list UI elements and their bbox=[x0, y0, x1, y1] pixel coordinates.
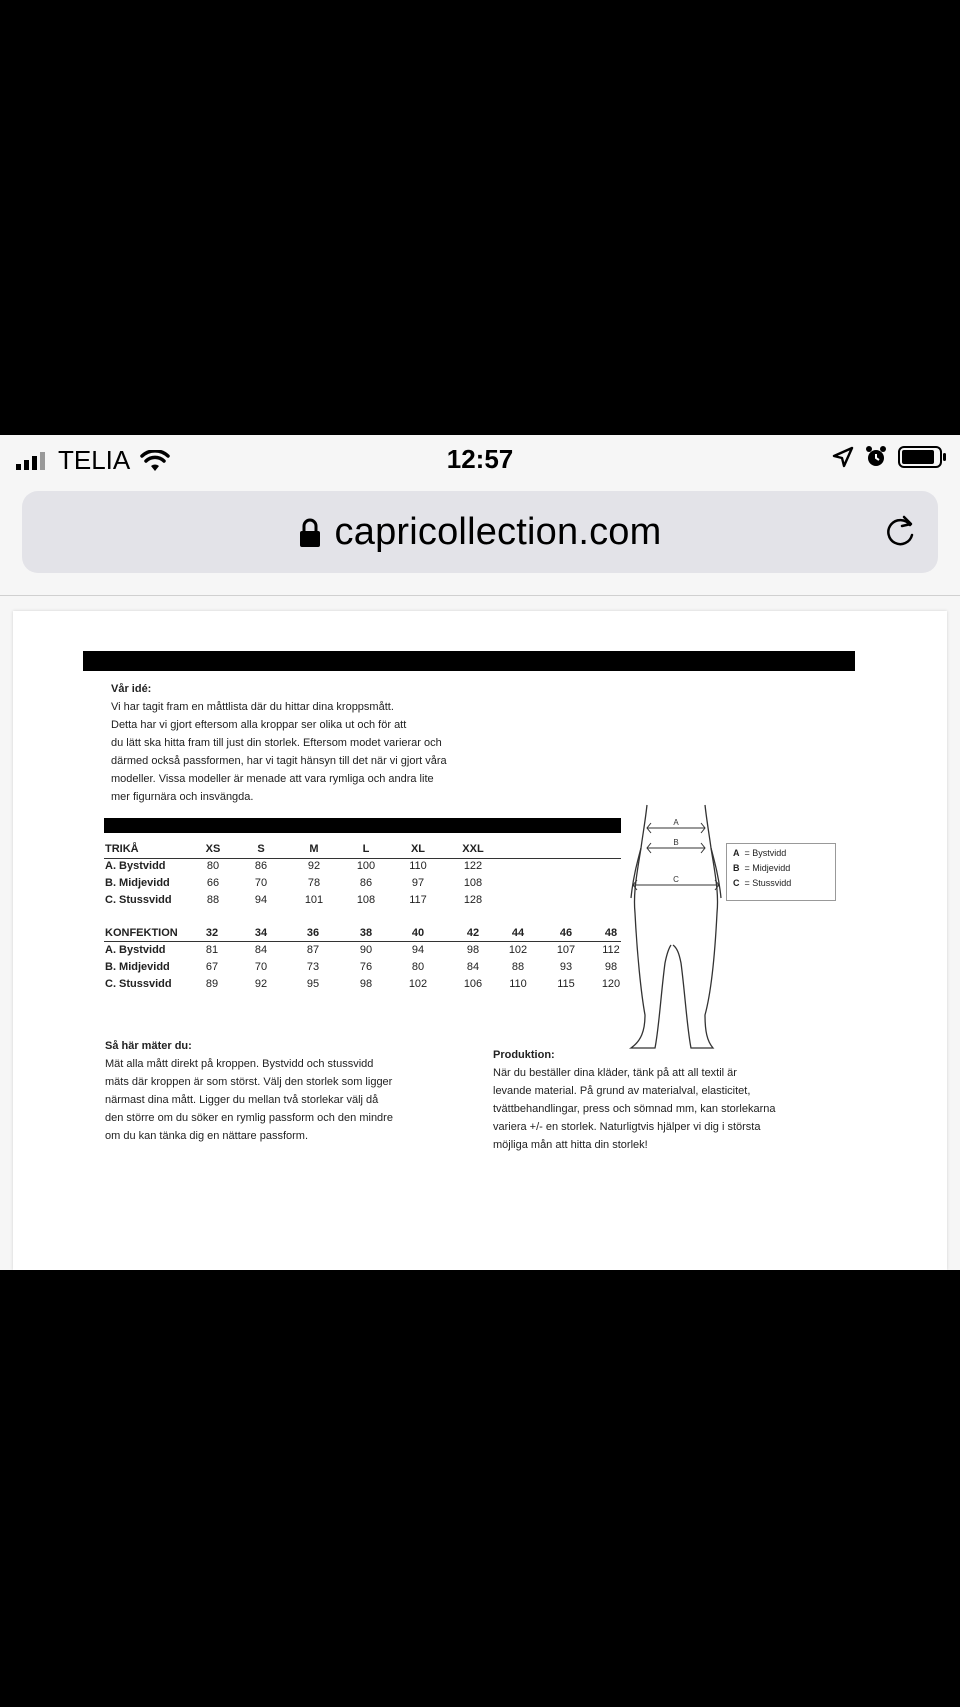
konfektion-cell: 73 bbox=[306, 961, 320, 973]
konfektion-cell: 107 bbox=[556, 944, 576, 956]
konfektion-cell: 110 bbox=[509, 978, 527, 990]
carrier-name: TELIA bbox=[58, 445, 131, 475]
trika-header-cell: TRIKÅ bbox=[105, 843, 139, 855]
trika-cell: 92 bbox=[307, 860, 321, 872]
konfektion-cell: C. Stussvidd bbox=[105, 978, 172, 990]
konfektion-header-cell: 44 bbox=[511, 927, 525, 939]
konfektion-cell: 80 bbox=[411, 961, 425, 973]
measurement-legend bbox=[726, 843, 836, 901]
trika-cell: 117 bbox=[409, 894, 427, 906]
intro-line: Vi har tagit fram en måttlista där du hittar dina kroppsmått. bbox=[111, 701, 394, 713]
trika-cell: 88 bbox=[206, 894, 220, 906]
toolbar-divider bbox=[0, 595, 960, 596]
figure-label-b: B bbox=[673, 838, 679, 847]
legend-item-c: C = Stussvidd bbox=[733, 878, 792, 888]
konfektion-cell: 98 bbox=[604, 961, 618, 973]
trika-header-cell: XXL bbox=[462, 843, 484, 855]
measure-line: Mät alla mått direkt på kroppen. Bystvidd och stussvidd bbox=[105, 1058, 374, 1070]
konfektion-header-cell: 36 bbox=[306, 927, 320, 939]
trika-cell: B. Midjevidd bbox=[105, 877, 170, 889]
trika-header-cell: XS bbox=[205, 843, 221, 855]
figure-label-c: C bbox=[673, 875, 679, 884]
konfektion-cell: 92 bbox=[254, 978, 268, 990]
production-title: Produktion: bbox=[493, 1049, 555, 1061]
intro-line: därmed också passformen, har vi tagit hänsyn till det när vi gjort våra bbox=[111, 755, 447, 767]
trika-cell: 110 bbox=[409, 860, 427, 872]
konfektion-header-cell: 40 bbox=[411, 927, 425, 939]
konfektion-cell: 81 bbox=[205, 944, 219, 956]
url-text[interactable]: capricollection.com bbox=[334, 511, 662, 553]
konfektion-cell: 89 bbox=[205, 978, 219, 990]
production-line: möjliga mån att hitta din storlek! bbox=[493, 1139, 648, 1151]
trika-header-cell: XL bbox=[410, 843, 426, 855]
trika-cell: 101 bbox=[304, 894, 324, 906]
production-line: tvättbehandlingar, press och sömnad mm, kan storlekarna bbox=[493, 1103, 776, 1115]
intro-title: Vår idé: bbox=[111, 683, 152, 695]
intro-line: Detta har vi gjort eftersom alla kroppar ser olika ut och för att bbox=[111, 719, 407, 731]
konfektion-cell: 90 bbox=[359, 944, 373, 956]
konfektion-cell: 98 bbox=[359, 978, 373, 990]
legend-item-a: A = Bystvidd bbox=[733, 848, 787, 858]
konfektion-cell: B. Midjevidd bbox=[105, 961, 170, 973]
body-measurement-figure bbox=[625, 803, 735, 1053]
konfektion-header-cell: 42 bbox=[466, 927, 480, 939]
measure-title: Så här mäter du: bbox=[105, 1040, 192, 1052]
trika-cell: 86 bbox=[359, 877, 373, 889]
battery-icon bbox=[898, 445, 948, 469]
trika-cell: 70 bbox=[254, 877, 268, 889]
trika-cell: 94 bbox=[254, 894, 268, 906]
trika-header-rule bbox=[104, 858, 621, 859]
konfektion-cell: 76 bbox=[359, 961, 373, 973]
konfektion-cell: 94 bbox=[411, 944, 425, 956]
konfektion-cell: A. Bystvidd bbox=[105, 944, 166, 956]
konfektion-header-cell: 46 bbox=[559, 927, 573, 939]
production-line: levande material. På grund av materialval, elasticitet, bbox=[493, 1085, 751, 1097]
trika-cell: 108 bbox=[463, 877, 483, 889]
reload-icon[interactable] bbox=[880, 511, 920, 551]
browser-screen bbox=[0, 435, 960, 1270]
clock: 12:57 bbox=[446, 444, 514, 474]
intro-line: modeller. Vissa modeller är menade att vara rymliga och andra lite bbox=[111, 773, 434, 785]
legend-item-b: B = Midjevidd bbox=[733, 863, 791, 873]
konfektion-cell: 84 bbox=[466, 961, 480, 973]
konfektion-cell: 102 bbox=[408, 978, 428, 990]
trika-header-cell: L bbox=[362, 843, 370, 855]
trika-header-cell: M bbox=[309, 843, 319, 855]
konfektion-cell: 102 bbox=[508, 944, 528, 956]
intro-line: du lätt ska hitta fram till just din storlek. Eftersom modet varierar och bbox=[111, 737, 442, 749]
address-bar[interactable] bbox=[22, 491, 938, 573]
konfektion-cell: 87 bbox=[306, 944, 320, 956]
trika-cell: 86 bbox=[254, 860, 268, 872]
measure-line: mäts där kroppen är som störst. Välj den storlek som ligger bbox=[105, 1076, 393, 1088]
konfektion-header-cell: 32 bbox=[205, 927, 219, 939]
trika-cell: 78 bbox=[307, 877, 321, 889]
table-header-bar bbox=[104, 818, 621, 833]
measure-line: den större om du söker en rymlig passform och den mindre bbox=[105, 1112, 393, 1124]
location-arrow-icon bbox=[832, 446, 854, 468]
konfektion-cell: 120 bbox=[601, 978, 621, 990]
konfektion-cell: 93 bbox=[559, 961, 573, 973]
trika-cell: C. Stussvidd bbox=[105, 894, 172, 906]
konfektion-header-cell: 48 bbox=[604, 927, 618, 939]
konfektion-cell: 88 bbox=[511, 961, 525, 973]
trika-cell: 128 bbox=[463, 894, 483, 906]
konfektion-cell: 70 bbox=[254, 961, 268, 973]
header-bar bbox=[83, 651, 855, 671]
lock-icon bbox=[299, 518, 321, 548]
konfektion-cell: 67 bbox=[205, 961, 219, 973]
measure-line: närmast dina mått. Ligger du mellan två storlekar välj då bbox=[105, 1094, 379, 1106]
konfektion-header-rule bbox=[104, 941, 621, 942]
production-line: variera +/- en storlek. Naturligtvis hjälper vi dig i största bbox=[493, 1121, 761, 1133]
konfektion-header-cell: 38 bbox=[359, 927, 373, 939]
konfektion-cell: 84 bbox=[254, 944, 268, 956]
intro-line: mer figurnära och insvängda. bbox=[111, 791, 254, 803]
size-chart-document bbox=[13, 611, 947, 1270]
konfektion-cell: 112 bbox=[602, 944, 620, 956]
trika-cell: 122 bbox=[463, 860, 483, 872]
konfektion-cell: 106 bbox=[463, 978, 483, 990]
alarm-clock-icon bbox=[864, 445, 888, 469]
trika-cell: 66 bbox=[206, 877, 220, 889]
production-line: När du beställer dina kläder, tänk på att all textil är bbox=[493, 1067, 737, 1079]
konfektion-header-cell: 34 bbox=[254, 927, 268, 939]
trika-cell: 100 bbox=[356, 860, 376, 872]
konfektion-header-cell: KONFEKTION bbox=[105, 927, 178, 939]
konfektion-cell: 95 bbox=[306, 978, 320, 990]
trika-cell: A. Bystvidd bbox=[105, 860, 166, 872]
konfektion-cell: 98 bbox=[466, 944, 480, 956]
trika-cell: 97 bbox=[411, 877, 425, 889]
trika-header-cell: S bbox=[257, 843, 265, 855]
trika-cell: 108 bbox=[356, 894, 376, 906]
trika-cell: 80 bbox=[206, 860, 220, 872]
measure-line: om du kan tänka dig en nättare passform. bbox=[105, 1130, 309, 1142]
status-bar bbox=[0, 435, 960, 485]
figure-label-a: A bbox=[673, 818, 679, 827]
konfektion-cell: 115 bbox=[557, 978, 575, 990]
